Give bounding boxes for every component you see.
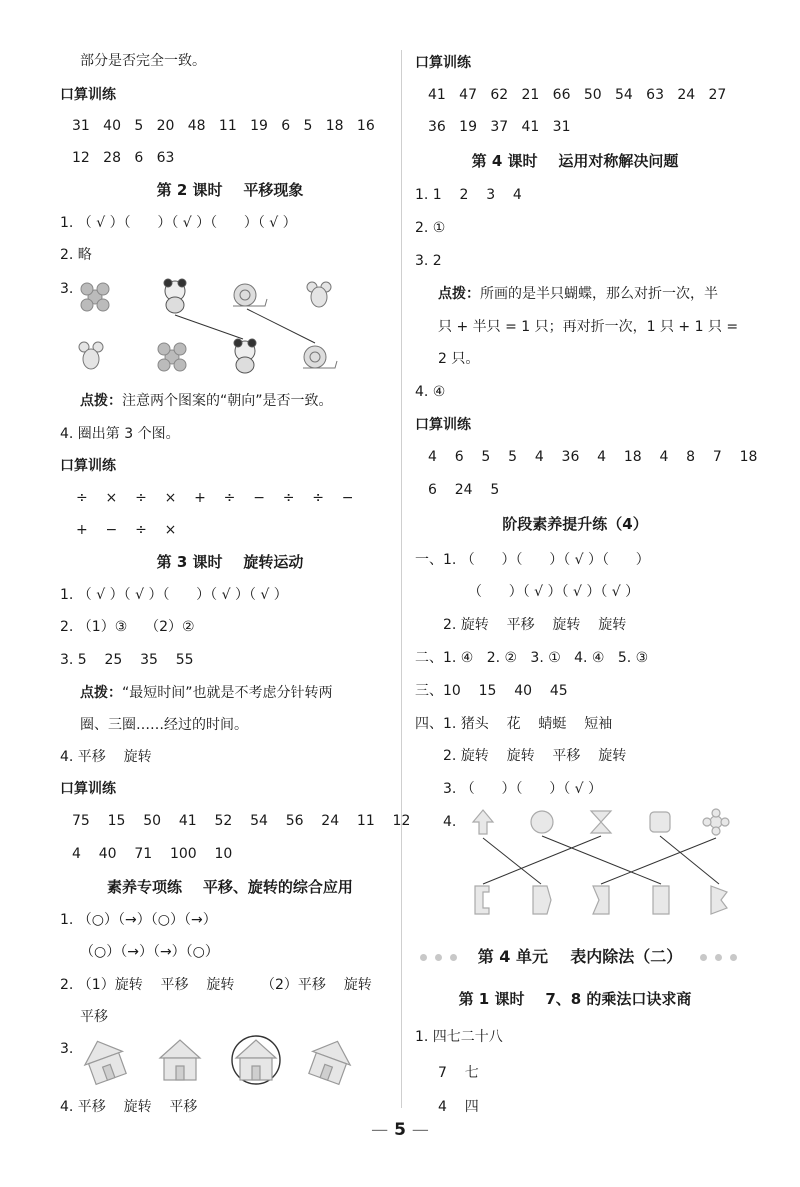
hint-line xyxy=(80,392,333,410)
arrow-up-icon xyxy=(473,810,493,834)
text-line: 平移 xyxy=(80,1009,108,1025)
text-line: 2. ① xyxy=(415,220,446,236)
text-line: 7 七 xyxy=(438,1065,479,1081)
match-line xyxy=(247,309,315,343)
section-label: 口算训练 xyxy=(415,55,471,71)
banner-dot xyxy=(700,954,707,961)
text-line: 3. 5 25 35 55 xyxy=(60,652,194,668)
text-line: 二、1. ④ 2. ② 3. ① 4. ④ 5. ③ xyxy=(415,650,649,666)
lesson-heading: 阶段素养提升练（4） xyxy=(502,515,648,533)
hint-line xyxy=(80,684,333,702)
half-shape-icon xyxy=(475,886,489,914)
text-line: 4. xyxy=(443,814,457,830)
lesson-heading: 素养专项练 平移、旋转的综合应用 xyxy=(107,878,353,896)
text-line: 12 28 6 63 xyxy=(72,150,175,166)
hint-line xyxy=(438,285,718,303)
half-shape-icon xyxy=(711,886,727,914)
text-line: 4. ④ xyxy=(415,384,446,400)
house-icon xyxy=(160,1040,200,1080)
panda-icon xyxy=(234,339,256,373)
match-line xyxy=(660,836,719,884)
flower-icon xyxy=(703,809,729,835)
flower-icon xyxy=(81,283,109,311)
text-line: 三、10 15 40 45 xyxy=(415,683,568,699)
flower-icon xyxy=(158,343,186,371)
mouse-icon xyxy=(307,282,331,307)
text-line: 1. （○）（→）（○）（→） xyxy=(60,912,217,928)
text-line: 41 47 62 21 66 50 54 63 24 27 xyxy=(428,87,727,103)
text-line: ÷ × ÷ × + ÷ − ÷ ÷ − xyxy=(76,490,354,506)
text-line: 2. 旋转 平移 旋转 旋转 xyxy=(443,617,627,633)
text-line: 部分是否完全一致。 xyxy=(80,53,206,69)
banner-dot xyxy=(450,954,457,961)
page-dash: — xyxy=(371,1120,389,1140)
mouse-icon xyxy=(79,342,103,369)
match-line xyxy=(483,838,541,884)
section-label: 口算训练 xyxy=(60,781,116,797)
lesson-heading: 第 4 课时 运用对称解决问题 xyxy=(471,152,679,170)
text-line: 一、1. （ ）（ ）（ √ ）（ ） xyxy=(415,552,650,568)
square-icon xyxy=(650,812,670,832)
banner-dot xyxy=(435,954,442,961)
match-line xyxy=(483,836,601,884)
banner-dot xyxy=(730,954,737,961)
text-line: 只 + 半只 = 1 只；再对折一次，1 只 + 1 只 = xyxy=(438,319,739,335)
text-line: 4. 平移 旋转 平移 xyxy=(60,1099,198,1115)
text-line: 4. 平移 旋转 xyxy=(60,749,152,765)
column-divider xyxy=(401,50,402,1108)
text-line: 2 只。 xyxy=(438,351,480,367)
snail-icon xyxy=(303,346,337,368)
text-line: 6 24 5 xyxy=(428,482,500,498)
section-label: 口算训练 xyxy=(60,87,116,103)
text-line: 75 15 50 41 52 54 56 24 11 12 xyxy=(72,813,411,829)
text-line: 1. 1 2 3 4 xyxy=(415,187,522,203)
hint-label: 点拨： xyxy=(80,393,122,409)
text-line: （ ）（ √ ）（ √ ）（ √ ） xyxy=(468,584,640,600)
smiley-icon xyxy=(531,811,553,833)
hint-label: 点拨： xyxy=(438,286,480,302)
text-line: 1. （ √ ）（ ）（ √ ）（ ）（ √ ） xyxy=(60,215,297,231)
text-line: 2. （1）③ （2）② xyxy=(60,619,195,635)
match-line xyxy=(175,315,243,339)
house-icon xyxy=(80,1034,130,1085)
text-line: 1. （ √ ）（ √ ）（ ）（ √ ）（ √ ） xyxy=(60,587,288,603)
panda-icon xyxy=(164,279,186,313)
section-label: 口算训练 xyxy=(415,417,471,433)
match-line xyxy=(542,836,661,884)
text-line: 3. （ ）（ ）（ √ ） xyxy=(443,781,603,797)
lesson-heading: 第 1 课时 7、8 的乘法口诀求商 xyxy=(458,990,692,1008)
text-line: 4 6 5 5 4 36 4 18 4 8 7 18 xyxy=(428,449,758,465)
text-line: 3. 2 xyxy=(415,253,442,269)
match-line xyxy=(601,838,716,884)
text-line: 四、1. 猪头 花 蜻蜓 短袖 xyxy=(415,716,613,732)
house-figures xyxy=(80,1030,360,1090)
text-line: 2. 略 xyxy=(60,247,92,263)
hint-text: “最短时间”也就是不考虑分针转两 xyxy=(122,685,333,701)
text-line: 31 40 5 20 48 11 19 6 5 18 16 xyxy=(72,118,375,134)
text-line: 2. （1）旋转 平移 旋转 （2）平移 旋转 xyxy=(60,977,372,993)
banner-dot xyxy=(420,954,427,961)
snail-icon xyxy=(233,284,267,306)
text-line: 3. xyxy=(60,281,74,297)
lesson-heading: 第 2 课时 平移现象 xyxy=(156,181,304,199)
unit-heading: 第 4 单元 表内除法（二） xyxy=(477,947,683,966)
hint-label: 点拨： xyxy=(80,685,122,701)
text-line: 4 40 71 100 10 xyxy=(72,846,233,862)
text-line: 1. 四七二十八 xyxy=(415,1029,503,1045)
matching-figure xyxy=(75,275,360,385)
lesson-heading: 第 3 课时 旋转运动 xyxy=(156,553,304,571)
text-line: 2. 旋转 旋转 平移 旋转 xyxy=(443,748,627,764)
page-number-value: 5 xyxy=(394,1120,406,1140)
half-shape-icon xyxy=(593,886,609,914)
text-line: + − ÷ × xyxy=(76,522,177,538)
text-line: （○）（→）（→）（○） xyxy=(80,944,219,960)
text-line: 3. xyxy=(60,1041,74,1057)
half-shape-icon xyxy=(653,886,669,914)
page-number xyxy=(340,1120,460,1140)
half-shape-icon xyxy=(533,886,551,914)
text-line: 4 四 xyxy=(438,1099,479,1115)
page-dash: — xyxy=(411,1120,429,1140)
text-line: 4. 圈出第 3 个图。 xyxy=(60,426,180,442)
section-label: 口算训练 xyxy=(60,458,116,474)
hourglass-icon xyxy=(591,811,611,833)
house-icon xyxy=(305,1034,356,1085)
text-line: 圈、三圈……经过的时间。 xyxy=(80,717,248,733)
house-icon xyxy=(236,1040,276,1080)
banner-dot xyxy=(715,954,722,961)
text-line: 36 19 37 41 31 xyxy=(428,119,571,135)
hint-text: 注意两个图案的“朝向”是否一致。 xyxy=(122,393,333,409)
hint-text: 所画的是半只蝴蝶，那么对折一次，半 xyxy=(480,286,718,302)
symmetry-matching-figure xyxy=(465,808,740,920)
